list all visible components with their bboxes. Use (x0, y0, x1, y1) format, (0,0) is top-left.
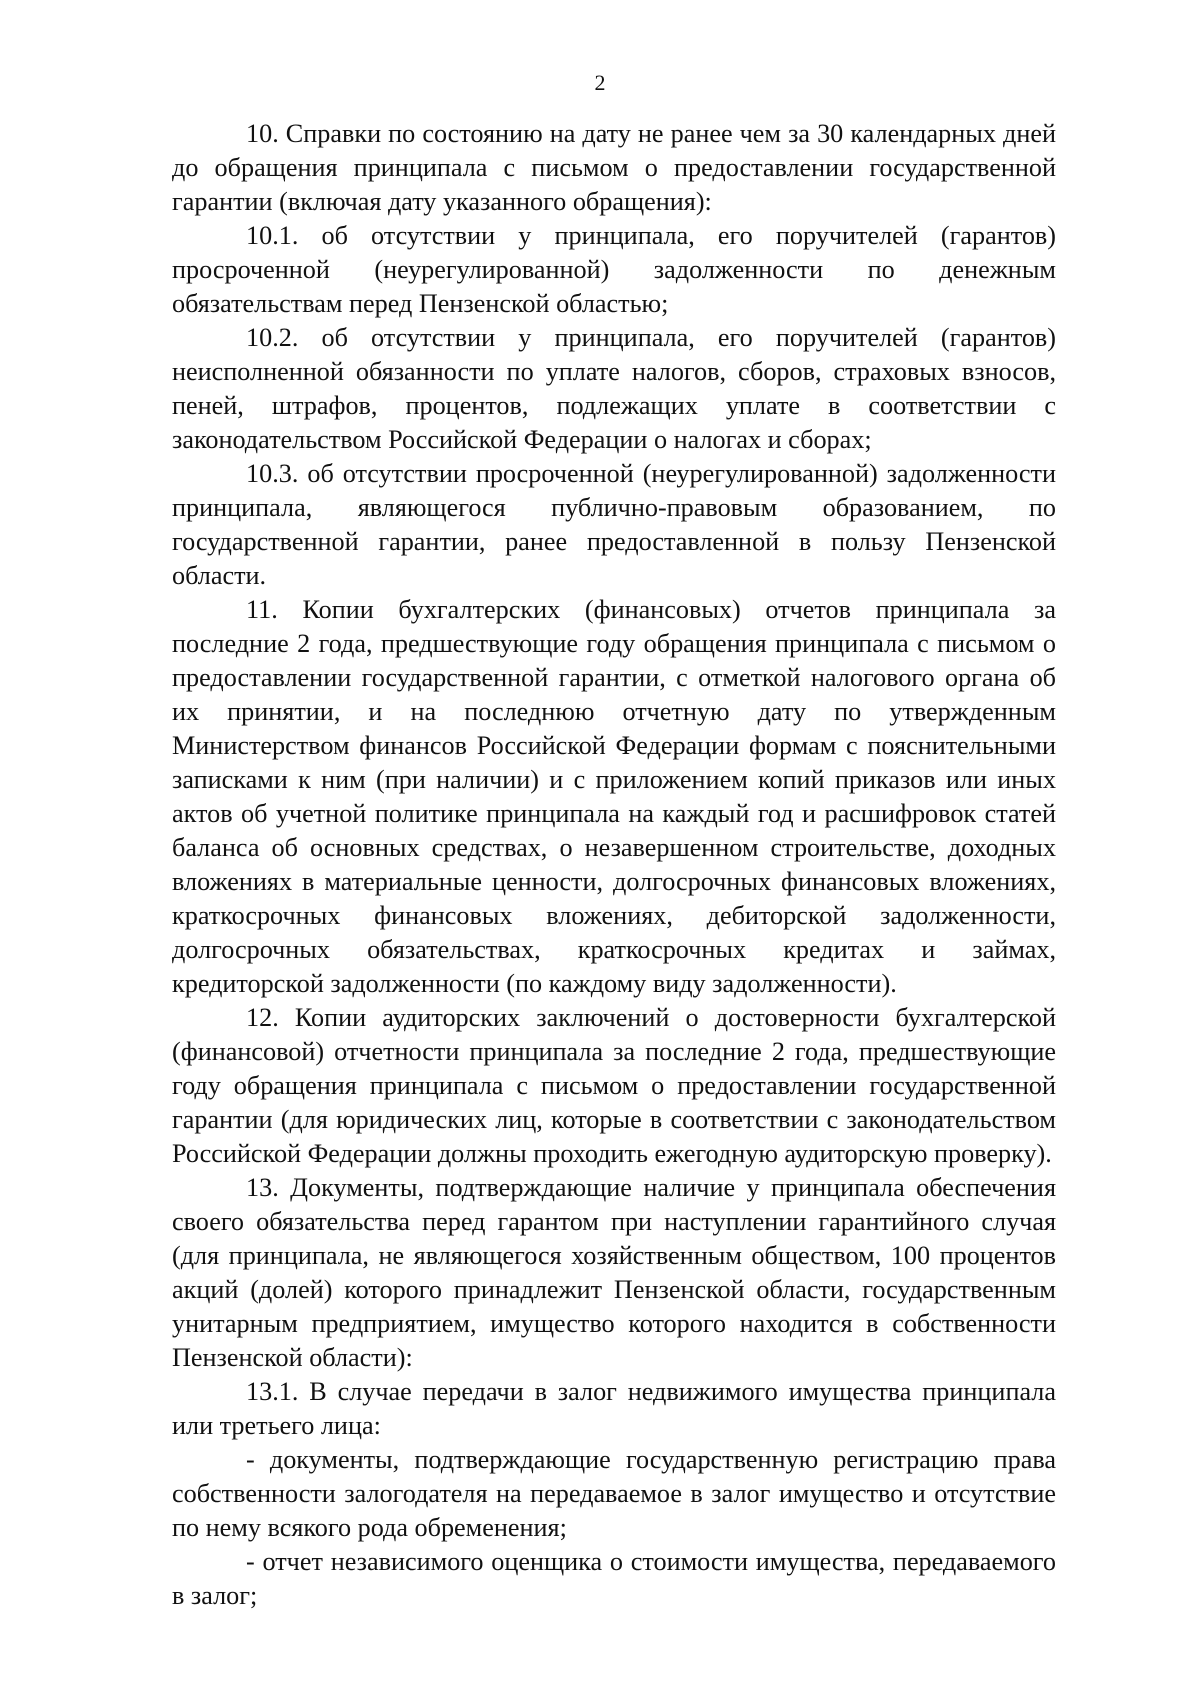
list-item-appraisal-report: - отчет независимого оценщика о стоимости имущества, передаваемого в залог; (172, 1547, 1056, 1610)
document-body (172, 117, 1056, 1613)
paragraph-10-3: 10.3. об отсутствии просроченной (неурегулированной) задолженности принципала, являющегося публично-правовым образованием, по государственной гарантии, ранее предоставленной в пользу Пензенской области. (172, 459, 1056, 590)
paragraph-10: 10. Справки по состоянию на дату не ранее чем за 30 календарных дней до обращения принципала с письмом о предоставлении государственной гарантии (включая дату указанного обращения): (172, 119, 1056, 216)
paragraph-13: 13. Документы, подтверждающие наличие у принципала обеспечения своего обязательства перед гарантом при наступлении гарантийного случая (для принципала, не являющегося хозяйственным обществом, 100 процентов акций (долей) которого принадлежит Пензенской области, государственным унитарным предприятием, имущество которого находится в собственности Пензенской области): (172, 1173, 1056, 1372)
paragraph-10-2: 10.2. об отсутствии у принципала, его поручителей (гарантов) неисполненной обязанности по уплате налогов, сборов, страховых взносов, пеней, штрафов, процентов, подлежащих уплате в соответствии с законодательством Российской Федерации о налогах и сборах; (172, 323, 1056, 454)
paragraph-11: 11. Копии бухгалтерских (финансовых) отчетов принципала за последние 2 года, предшествующие году обращения принципала с письмом о предоставлении государственной гарантии, с отметкой налогового органа об их принятии, и на последнюю отчетную дату по утвержденным Министерством финансов Российской Федерации формам с пояснительными записками к ним (при наличии) и с приложением копий приказов или иных актов об учетной политике принципала на каждый год и расшифровок статей баланса об основных средствах, о незавершенном строительстве, доходных вложениях в материальные ценности, долгосрочных финансовых вложениях, краткосрочных финансовых вложениях, дебиторской задолженности, долгосрочных обязательствах, краткосрочных кредитах и займах, кредиторской задолженности (по каждому виду задолженности). (172, 595, 1056, 998)
page-number: 2 (594, 70, 606, 95)
list-item-registration-documents: - документы, подтверждающие государственную регистрацию права собственности залогодателя на передаваемое в залог имущество и отсутствие по нему всякого рода обременения; (172, 1445, 1056, 1542)
paragraph-13-1: 13.1. В случае передачи в залог недвижимого имущества принципала или третьего лица: (172, 1377, 1056, 1440)
paragraph-10-1: 10.1. об отсутствии у принципала, его поручителей (гарантов) просроченной (неурегулированной) задолженности по денежным обязательствам перед Пензенской областью; (172, 221, 1056, 318)
paragraph-12: 12. Копии аудиторских заключений о достоверности бухгалтерской (финансовой) отчетности принципала за последние 2 года, предшествующие году обращения принципала с письмом о предоставлении государственной гарантии (для юридических лиц, которые в соответствии с законодательством Российской Федерации должны проходить ежегодную аудиторскую проверку). (172, 1003, 1056, 1168)
